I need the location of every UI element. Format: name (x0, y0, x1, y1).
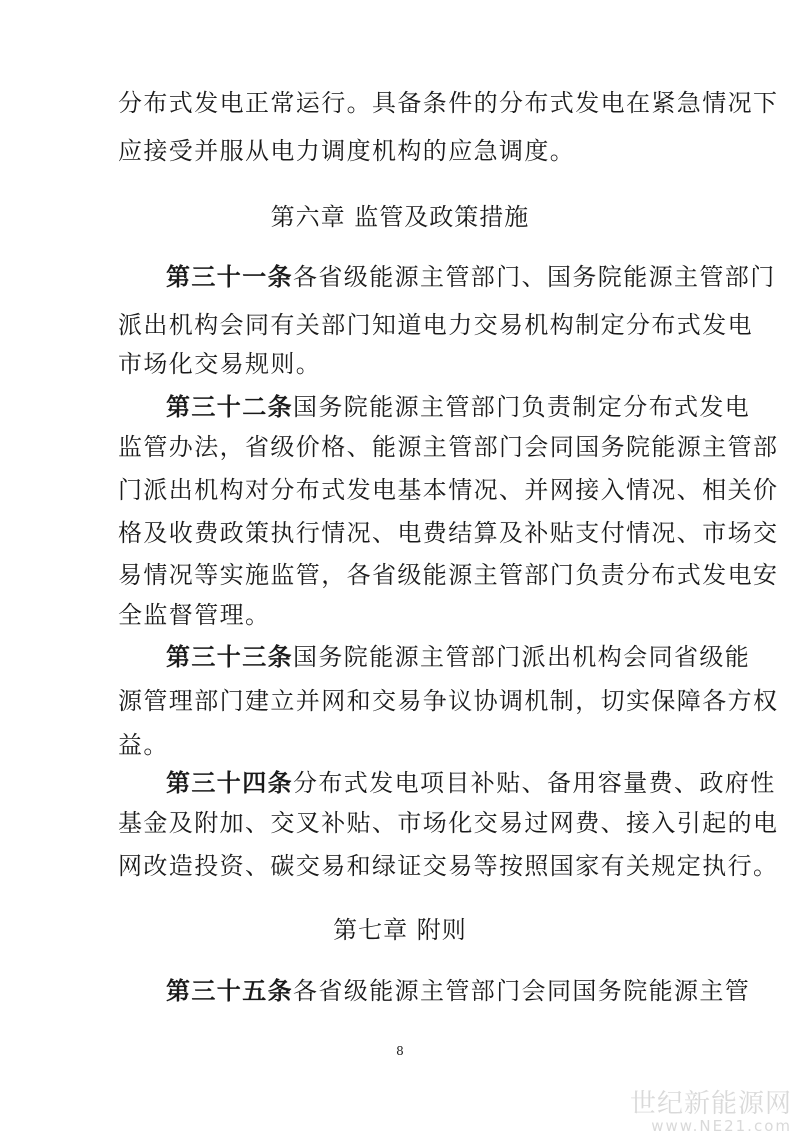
text-line: 市场化交易规则。 (118, 350, 322, 378)
text-line: 派出机构会同有关部门知道电力交易机构制定分布式发电 (118, 311, 753, 339)
text-line: 源管理部门建立并网和交易争议协调机制，切实保障各方权 (118, 687, 779, 715)
article-33-first-line (166, 642, 751, 672)
text-line: 网改造投资、碳交易和绿证交易等按照国家有关规定执行。 (118, 852, 779, 880)
article-34-first-line (166, 768, 776, 798)
text-line: 分布式发电正常运行。具备条件的分布式发电在紧急情况下 (118, 89, 779, 117)
text-line: 益。 (118, 731, 169, 759)
article-label: 第三十五条 (166, 976, 293, 1005)
article-text: 国务院能源主管部门负责制定分布式发电 (293, 393, 751, 421)
article-text: 各省级能源主管部门、国务院能源主管部门 (293, 263, 776, 291)
article-text: 各省级能源主管部门会同国务院能源主管 (293, 977, 751, 1005)
chapter-heading: 第七章 附则 (333, 916, 467, 944)
text-line: 门派出机构对分布式发电基本情况、并网接入情况、相关价 (118, 476, 779, 504)
article-32-first-line (166, 392, 751, 422)
article-label: 第三十四条 (166, 768, 293, 797)
chapter-heading: 第六章 监管及政策措施 (270, 203, 530, 231)
article-text: 分布式发电项目补贴、备用容量费、政府性 (293, 769, 776, 797)
article-31-first-line (166, 262, 776, 292)
watermark-title: 世纪新能源网 (629, 1089, 792, 1119)
article-text: 国务院能源主管部门派出机构会同省级能 (293, 643, 751, 671)
article-label: 第三十三条 (166, 642, 293, 671)
text-line: 监管办法，省级价格、能源主管部门会同国务院能源主管部 (118, 433, 779, 461)
text-line: 全监督管理。 (118, 601, 271, 629)
article-label: 第三十一条 (166, 262, 293, 291)
text-line: 应接受并服从电力调度机构的应急调度。 (118, 137, 576, 165)
article-35-first-line (166, 976, 751, 1006)
watermark (630, 1090, 792, 1134)
page-number: 8 (396, 1044, 404, 1058)
text-line: 格及收费政策执行情况、电费结算及补贴支付情况、市场交 (118, 519, 779, 547)
watermark-url: www.NE21.com (651, 1117, 792, 1135)
text-line: 基金及附加、交叉补贴、市场化交易过网费、接入引起的电 (118, 809, 779, 837)
article-label: 第三十二条 (166, 392, 293, 421)
text-line: 易情况等实施监管，各省级能源主管部门负责分布式发电安 (118, 561, 779, 589)
